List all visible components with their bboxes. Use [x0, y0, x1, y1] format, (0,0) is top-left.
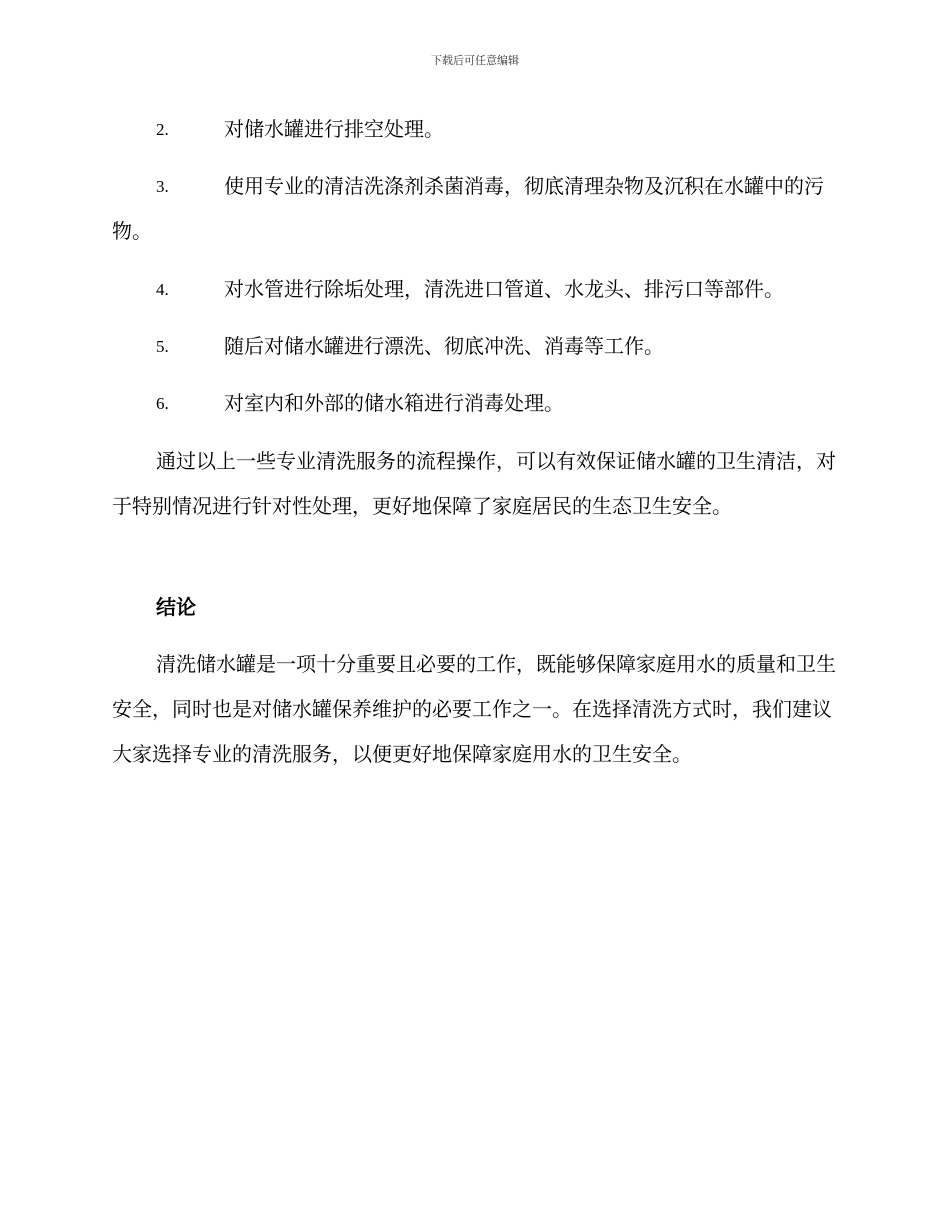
list-item [112, 164, 842, 254]
list-item [112, 324, 842, 369]
list-item-text: 对水管进行除垢处理，清洗进口管道、水龙头、排污口等部件。 [224, 277, 784, 301]
list-item-number: 4. [156, 280, 169, 299]
list-item [112, 107, 842, 152]
conclusion-heading: 结论 [156, 595, 196, 619]
conclusion-paragraph: 清洗储水罐是一项十分重要且必要的工作，既能够保障家庭用水的质量和卫生安全，同时也是对储水罐保养维护的必要工作之一。在选择清洗方式时，我们建议大家选择专业的清洗服务，以便更好地保障家庭用水的卫生安全。 [112, 652, 836, 766]
list-item-text: 对储水罐进行排空处理。 [224, 117, 444, 141]
list-item [112, 267, 842, 312]
summary-paragraph: 通过以上一些专业清洗服务的流程操作，可以有效保证储水罐的卫生清洁，对于特别情况进行针对性处理，更好地保障了家庭居民的生态卫生安全。 [112, 449, 836, 518]
list-item [112, 381, 842, 426]
list-item-number: 3. [156, 177, 169, 196]
list-item-text: 对室内和外部的储水箱进行消毒处理。 [224, 391, 564, 415]
list-item-number: 2. [156, 120, 169, 139]
list-item-text: 使用专业的清洁洗涤剂杀菌消毒，彻底清理杂物及沉积在水罐中的污物。 [112, 174, 824, 243]
list-item-number: 6. [156, 394, 169, 413]
list-item-number: 5. [156, 337, 169, 356]
list-item-text: 随后对储水罐进行漂洗、彻底冲洗、消毒等工作。 [224, 334, 664, 358]
page-header: 下载后可任意编辑 [431, 54, 519, 67]
